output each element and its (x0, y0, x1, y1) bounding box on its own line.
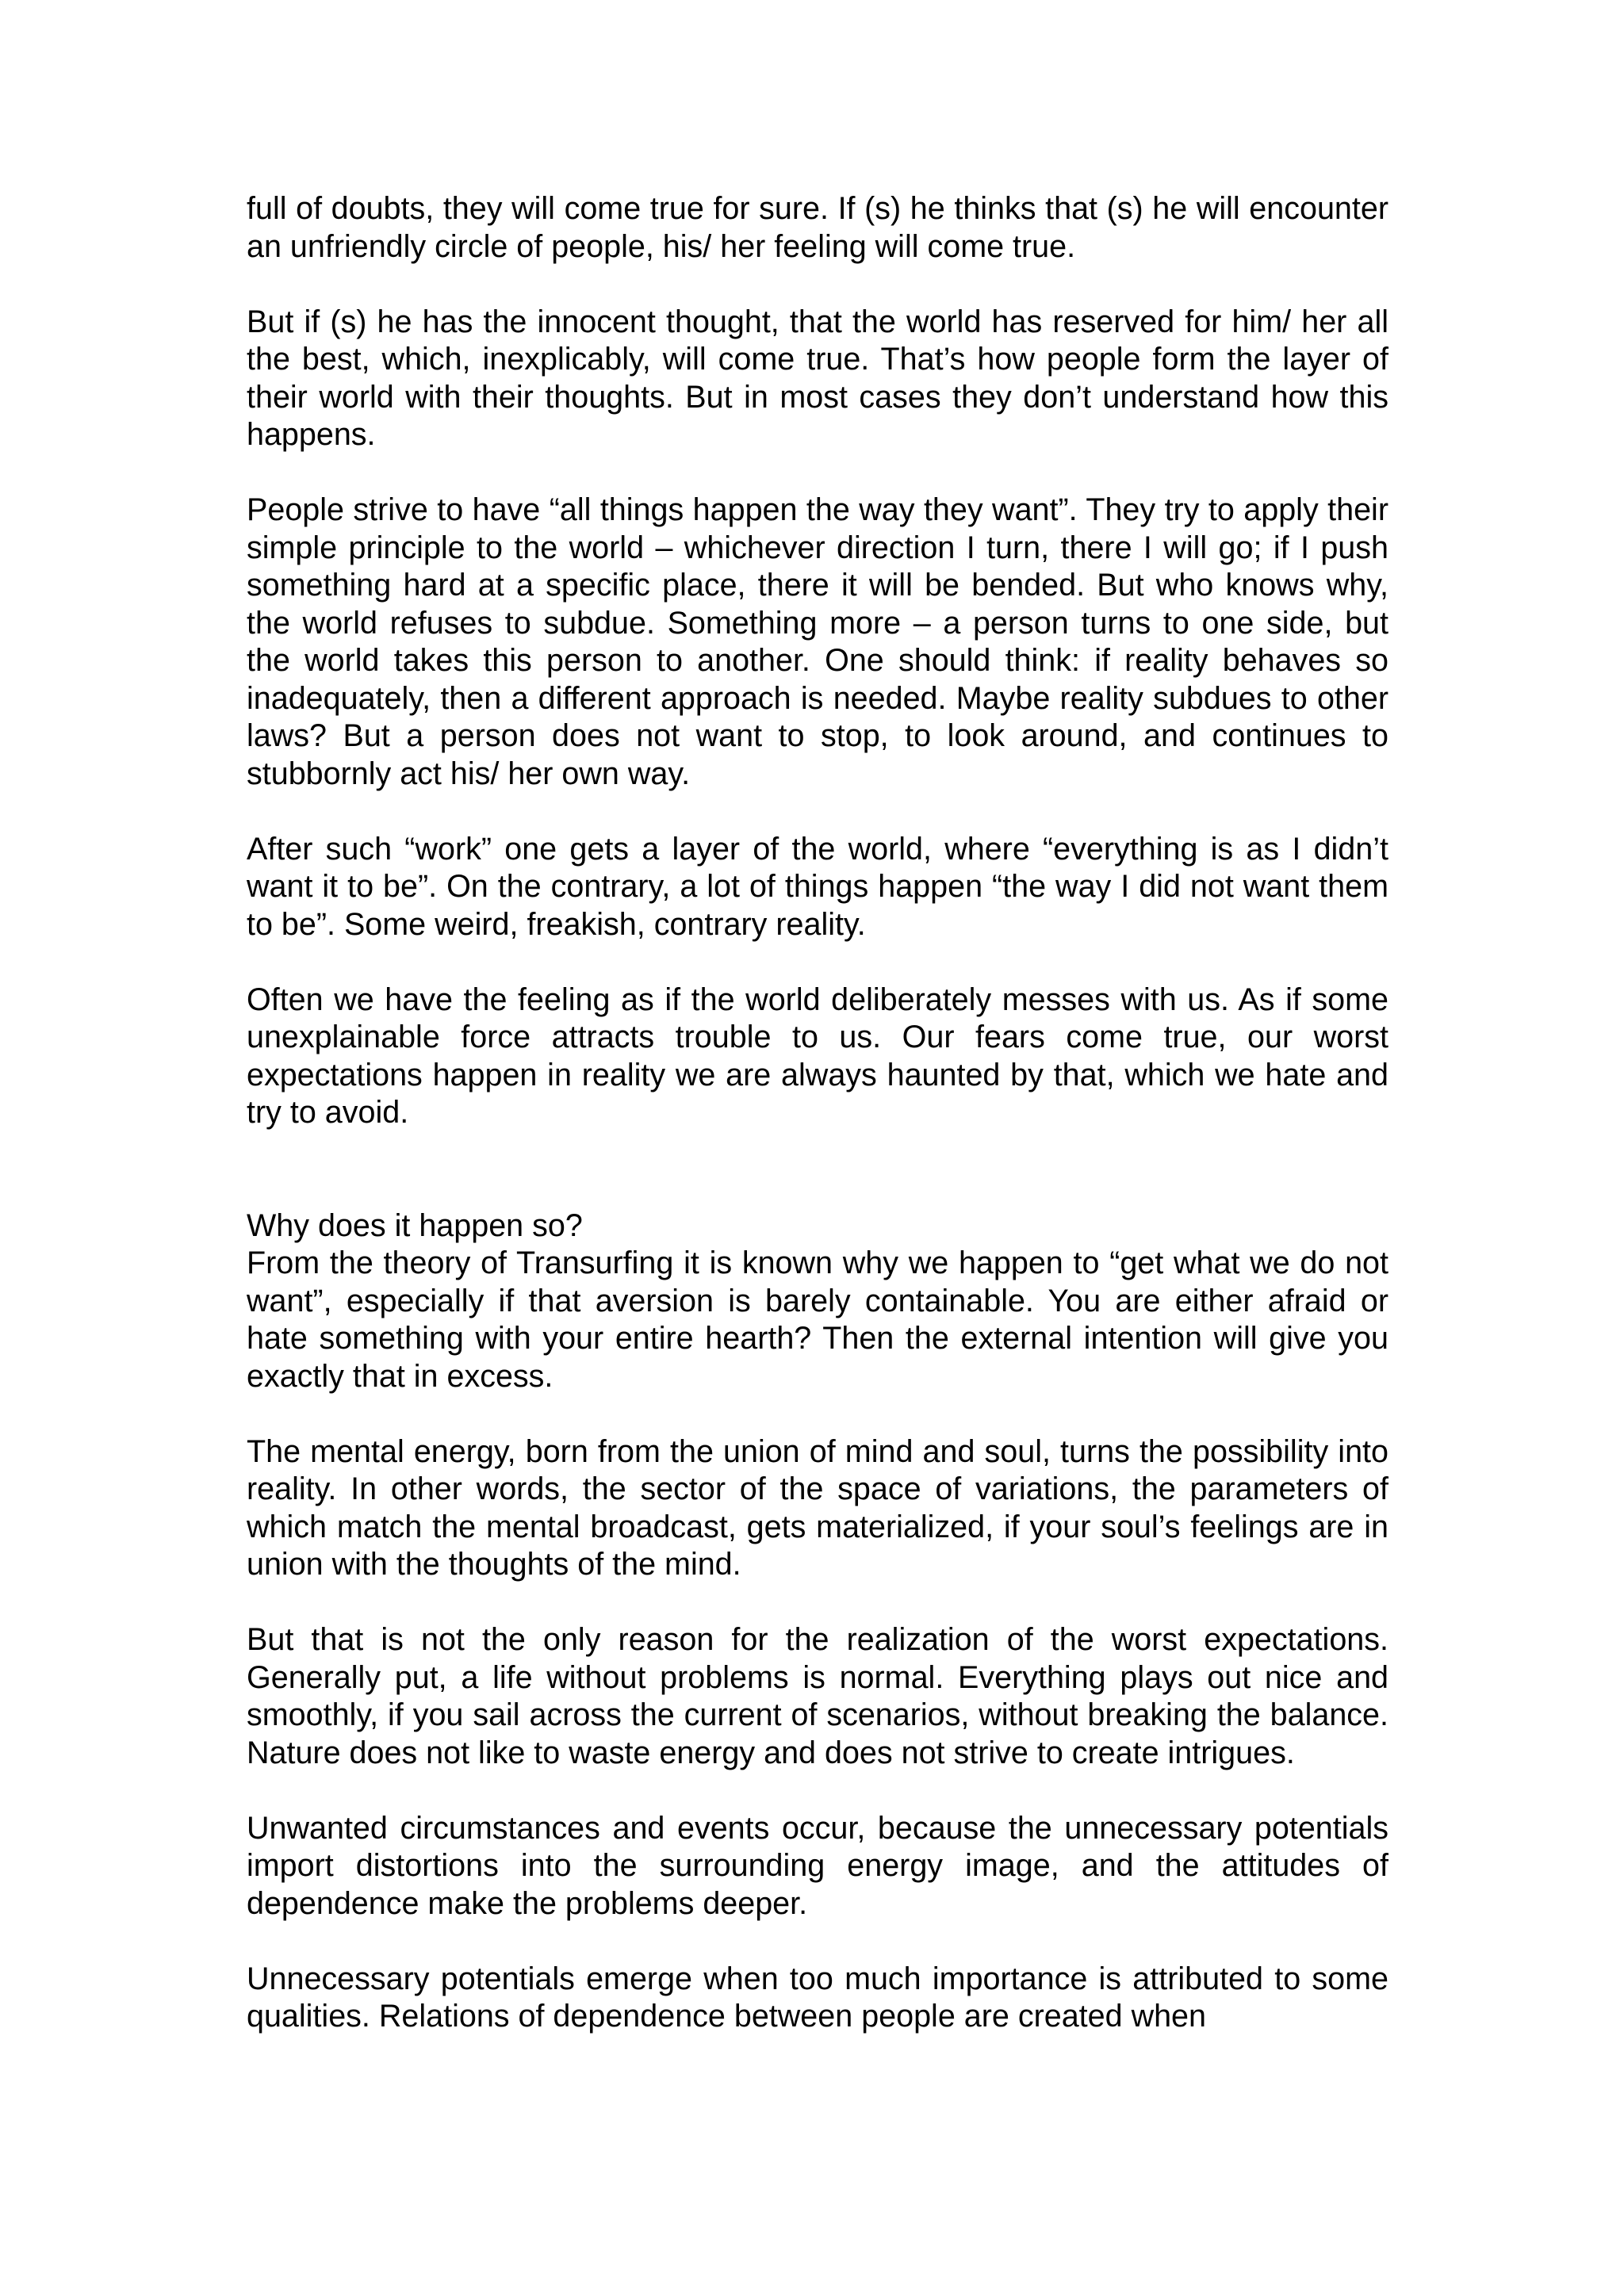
paragraph: Unnecessary potentials emerge when too much importance is attributed to some qualities. Relations of dependence between people are created when (247, 1961, 1388, 2034)
paragraph: Unwanted circumstances and events occur, because the unnecessary potentials import distortions into the surrounding energy image, and the attitudes of dependence make the problems deeper. (247, 1810, 1388, 1921)
section-question: Why does it happen so? (247, 1207, 583, 1243)
paragraph: From the theory of Transurfing it is known why we happen to “get what we do not want”, especially if that aversion is barely containable. You are either afraid or hate something with your entire hearth? Then the external intention will give you exactly that in excess. (247, 1246, 1388, 1394)
section-spacer (247, 1132, 1388, 1207)
document-body (247, 190, 1388, 2036)
paragraph: But that is not the only reason for the realization of the worst expectations. Generally put, a life without problems is normal. Everything plays out nice and smoothly, if you sail across the current of scenarios, without breaking the balance. Nature does not like to waste energy and does not strive to create intrigues. (247, 1622, 1388, 1770)
paragraph: Often we have the feeling as if the world deliberately messes with us. As if some unexplainable force attracts trouble to us. Our fears come true, our worst expectations happen in reality we are always haunted by that, which we hate and try to avoid. (247, 982, 1388, 1130)
paragraph: The mental energy, born from the union of mind and soul, turns the possibility into reality. In other words, the sector of the space of variations, the parameters of which match the mental broadcast, gets materialized, if your soul’s feelings are in union with the thoughts of the mind. (247, 1433, 1388, 1582)
paragraph: But if (s) he has the innocent thought, that the world has reserved for him/ her all the best, which, inexplicably, will come true. That’s how people form the layer of their world with their thoughts. But in most cases they don’t understand how this happens. (247, 304, 1388, 452)
paragraph: full of doubts, they will come true for sure. If (s) he thinks that (s) he will encounter an unfriendly circle of people, his/ her feeling will come true. (247, 191, 1388, 264)
paragraph: People strive to have “all things happen the way they want”. They try to apply their simple principle to the world – whichever direction I turn, there I will go; if I push something hard at a specific place, there it will be bended. But who knows why, the world refuses to subdue. Something more – a person turns to one side, but the world takes this person to another. One should think: if reality behaves so inadequately, then a different approach is needed. Maybe reality subdues to other laws? But a person does not want to stop, to look around, and continues to stubbornly act his/ her own way. (247, 492, 1388, 791)
paragraph: After such “work” one gets a layer of the world, where “everything is as I didn’t want it to be”. On the contrary, a lot of things happen “the way I did not want them to be”. Some weird, freakish, contrary reality. (247, 831, 1388, 942)
